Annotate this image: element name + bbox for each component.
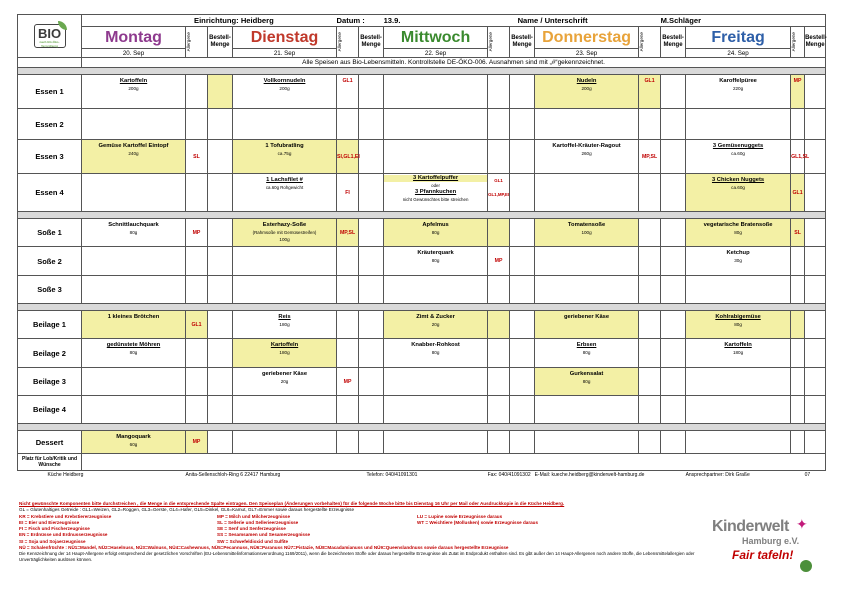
allergene-label: Allergene <box>488 32 494 52</box>
legend-nuts: NÜ = Schalenfrüchte : NÜ1=Mandel, NÜ2=Haselnuss, NÜ3=Walnuss, NÜ4=Cashewnuss, NÜ5=Pecannuss, NÜ6=Paranuss NÜ7=Pistazie, NÜ8=Macadamianuss und NÜ9=Queenslandnuss sowie daraus hergestellte Erzeugnisse <box>19 545 509 551</box>
row-beilage1 <box>18 311 826 339</box>
amount: 180g <box>732 350 744 355</box>
order-field[interactable] <box>208 75 233 109</box>
order-field[interactable] <box>359 339 384 368</box>
dish: Nudeln <box>576 78 597 84</box>
allergen: GL1 <box>186 311 208 339</box>
bio-logo-text: BIO <box>37 26 62 41</box>
dish: Kohlrabigemüse <box>715 314 761 320</box>
allergen: GL1 <box>791 174 805 212</box>
contact-row <box>18 471 826 479</box>
legend-item: EN = Erdnüsse und Erdnusserzeugnisse <box>19 532 108 538</box>
name-value: M.Schläger <box>661 15 826 27</box>
order-field[interactable] <box>510 75 535 109</box>
contact-email: E-Mail: kueche.heidberg@kinderwelt-hamburg.de <box>535 471 686 479</box>
order-field[interactable] <box>208 174 233 212</box>
amount: 200g <box>128 86 139 91</box>
order-field[interactable] <box>661 368 686 396</box>
legend-item: SW = Schwefeldioxid und Sulfite <box>217 538 289 544</box>
allergen: SI,GL1,EI <box>337 140 359 174</box>
row-feedback <box>18 454 826 471</box>
amount: ca.60g <box>731 185 745 190</box>
allergen: MP <box>488 247 510 276</box>
order-field[interactable] <box>359 219 384 247</box>
dish: Mangoquark <box>116 434 151 440</box>
date-monday: 20. Sep <box>82 49 186 58</box>
allergen: GL1 <box>494 178 503 183</box>
day-monday: Montag <box>105 28 162 46</box>
order-field[interactable] <box>208 311 233 339</box>
dish: vegetarische Bratensoße <box>703 222 773 228</box>
row-label: Essen 2 <box>18 109 82 140</box>
order-field[interactable] <box>805 247 826 276</box>
order-field[interactable] <box>208 396 233 424</box>
allergene-label: Allergene <box>337 32 343 52</box>
contact-phone: Telefon: 040/41091301 <box>359 471 488 479</box>
order-field[interactable] <box>359 109 384 140</box>
legend-gl: GL = Glutenhaltiges Getreide : GL1=Weizen, GL2=Roggen, GL3=Gerste, GL4=Hafer, GL5=Dinkel, GL6=Kamut, GL7=Emmer sowie daraus hergestellte Erzeugnisse <box>19 507 355 513</box>
brand-name: Kinderwelt <box>712 518 789 535</box>
allergen: SL <box>186 140 208 174</box>
day-thursday: Donnerstag <box>542 28 632 46</box>
dish: Esterhazy-Soße <box>262 222 307 228</box>
bestell-label: Bestell-Menge <box>510 27 535 58</box>
legend-item: SS = Sesamsamen und Sesamerzeugnisse <box>217 532 311 538</box>
row-label: Beilage 4 <box>18 396 82 424</box>
order-field[interactable] <box>510 109 535 140</box>
order-field[interactable] <box>208 219 233 247</box>
row-label: Beilage 1 <box>18 311 82 339</box>
row-beilage4 <box>18 396 826 424</box>
order-field[interactable] <box>805 368 826 396</box>
order-field[interactable] <box>510 368 535 396</box>
amount: 80g <box>129 350 138 355</box>
amount: 20g <box>280 379 289 384</box>
dish: Reis <box>278 314 291 320</box>
order-field[interactable] <box>510 219 535 247</box>
legend-item: EI = Eier und Eierzeugnisse <box>19 519 80 525</box>
date-row <box>18 49 826 58</box>
dish: gedünstete Möhren <box>106 342 161 348</box>
feedback-field[interactable] <box>82 454 826 471</box>
dish: Knabber-Rohkost <box>411 342 460 348</box>
datum-value: 13.9. <box>384 15 488 27</box>
einrichtung-label: Einrichtung: Heidberg <box>82 15 337 27</box>
dish: 3 Chicken Nuggets <box>711 177 765 183</box>
dish: Zimt & Zucker <box>416 314 455 320</box>
dish: Kartoffeln <box>119 78 148 84</box>
allergen: MP <box>186 219 208 247</box>
order-field[interactable] <box>661 247 686 276</box>
allergen: FI <box>337 174 359 212</box>
datum-label: Datum : <box>337 15 384 27</box>
order-field[interactable] <box>208 140 233 174</box>
order-field[interactable] <box>661 311 686 339</box>
dish: Schnittlauchquark <box>108 222 159 228</box>
amount: 180g <box>279 350 290 355</box>
bestell-label: Bestell-Menge <box>359 27 384 58</box>
amount: 80g <box>431 350 440 355</box>
allergen: MP,SL <box>639 140 661 174</box>
bio-note: Alle Speisen aus Bio-Lebensmitteln. Kontrollstelle DE-ÖKO-006. Ausnahmen sind mit „#“gekennzeichnet. <box>82 58 826 68</box>
bestell-label: Bestell-Menge <box>805 27 826 58</box>
row-label: Beilage 3 <box>18 368 82 396</box>
order-field[interactable] <box>661 174 686 212</box>
name-label: Name / Unterschrift <box>488 15 661 27</box>
row-label: Soße 1 <box>18 219 82 247</box>
instructions: Nicht gewünschte Komponenten bitte durchstreichen , die Menge in die entsprechende Spalte eintragen. Den Speiseplan (Änderungen vorbehalten) für die folgende Woche bitte bis Dienstag 16 Uhr per Mail oder Ausdruckkopie in die Küche Heidberg. <box>19 501 565 506</box>
order-field[interactable] <box>661 431 686 454</box>
order-field[interactable] <box>661 276 686 304</box>
amount: 80g <box>431 258 440 263</box>
amount: 220g <box>732 86 744 91</box>
allergene-label: Allergene <box>639 32 645 52</box>
order-field[interactable] <box>359 311 384 339</box>
row-sosse2 <box>18 247 826 276</box>
dish: Karoffelpüree <box>719 78 757 84</box>
dish: Gemüse Kartoffel Eintopf <box>98 143 169 149</box>
order-field[interactable] <box>208 368 233 396</box>
row-label: Soße 3 <box>18 276 82 304</box>
legend-footnote: Die Kennzeichnung der 14 Haupt-Allergene erfolgt entsprechend der gesetzlichen Vorschriften (EU-Lebensmittelinformationsverordnung 1169/2011), wenn die bezeichneten Stoffe oder daraus hergestellte Erzeugnisse als Zutat im Endprodukt enthalten sind. Es gibt außer den 14 Haupt-Allergenen noch andere Stoffe, die Lebensmittelallergien oder Unverträglichkeiten auslösen können. <box>19 551 695 563</box>
menu-sheet <box>17 14 825 478</box>
amount: 80g <box>582 350 591 355</box>
amount: 100g <box>279 237 290 242</box>
contact-address: Anita-Sellenschloh-Ring 6 22417 Hamburg <box>186 471 359 479</box>
row-sosse1 <box>18 219 826 247</box>
allergen: GL1,SL <box>791 140 805 174</box>
date-tuesday: 21. Sep <box>233 49 337 58</box>
amount: ca.75g <box>277 151 292 156</box>
header-row <box>18 15 826 27</box>
dish-oder: oder <box>431 183 440 188</box>
allergene-label: Allergene <box>186 32 191 52</box>
date-thursday: 23. Sep <box>535 49 639 58</box>
bio-logo <box>34 24 66 48</box>
order-field[interactable] <box>510 174 535 212</box>
order-field[interactable] <box>805 311 826 339</box>
brand-city: Hamburg e.V. <box>742 536 800 546</box>
date-friday: 24. Sep <box>686 49 791 58</box>
dish-note: (Rahmsoße mit Gemüsestreifen) <box>252 230 317 235</box>
feedback-label: Platz für Lob/Kritik und Wünsche <box>18 454 82 471</box>
legend-item: SI = Soja und Sojaerzeugnisse <box>19 538 86 544</box>
row-label: Soße 2 <box>18 247 82 276</box>
dish: 3 Gemüsenuggets <box>712 143 764 149</box>
order-field[interactable] <box>208 339 233 368</box>
legend-item: MP = Milch und Milcherzeugnisse <box>217 513 291 519</box>
order-field[interactable] <box>510 311 535 339</box>
order-field[interactable] <box>661 109 686 140</box>
allergen: MP <box>791 75 805 109</box>
order-field[interactable] <box>510 339 535 368</box>
dish: Kartoffeln <box>270 342 299 348</box>
order-field[interactable] <box>510 431 535 454</box>
order-field[interactable] <box>208 109 233 140</box>
allergen: GL1 <box>639 75 661 109</box>
amount: 100g <box>581 230 592 235</box>
amount: 80g <box>734 230 742 235</box>
allergen: MP <box>186 431 208 454</box>
order-field[interactable] <box>661 219 686 247</box>
seal-icon <box>800 560 812 572</box>
row-essen1 <box>18 75 826 109</box>
order-field[interactable] <box>510 140 535 174</box>
order-field[interactable] <box>661 396 686 424</box>
row-essen3 <box>18 140 826 174</box>
legend-item: WT = Weichtiere (Mollusken) sowie Erzeugnisse daraus <box>417 519 539 525</box>
row-beilage3 <box>18 368 826 396</box>
brand-slogan: Fair tafeln! <box>732 548 794 562</box>
amount: 200g <box>279 86 290 91</box>
order-field[interactable] <box>805 174 826 212</box>
amount: 60g <box>129 442 138 447</box>
legend-item: SE = Senf und Senferzeugnisse <box>217 526 286 532</box>
amount: 20g <box>431 322 440 327</box>
order-field[interactable] <box>359 396 384 424</box>
amount: 240g <box>128 151 139 156</box>
contact-fax: Fax: 040/41091302 <box>488 471 535 479</box>
order-field[interactable] <box>661 140 686 174</box>
day-tuesday: Dienstag <box>250 28 319 46</box>
order-field[interactable] <box>805 219 826 247</box>
order-field[interactable] <box>805 109 826 140</box>
order-field[interactable] <box>510 247 535 276</box>
amount: 80g <box>129 230 138 235</box>
order-field[interactable] <box>510 276 535 304</box>
row-dessert <box>18 431 826 454</box>
dish: Ketchup <box>726 250 750 256</box>
dish: 1 Lachsfilet # <box>266 177 303 183</box>
order-field[interactable] <box>208 431 233 454</box>
amount: 180g <box>279 322 290 327</box>
amount: 80g <box>582 379 591 384</box>
day-friday: Freitag <box>711 28 765 46</box>
row-label: Beilage 2 <box>18 339 82 368</box>
day-wednesday: Mittwoch <box>400 28 471 46</box>
dancing-figure-icon: ✦ <box>796 516 808 532</box>
amount: ca.60g Rohgewicht <box>265 185 304 190</box>
allergen: GL1,MP,EI <box>488 192 510 197</box>
order-field[interactable] <box>359 247 384 276</box>
order-field[interactable] <box>359 174 384 212</box>
dish-option-b: 3 Pfannkuchen <box>414 189 457 195</box>
dish: Tomatensoße <box>567 222 606 228</box>
amount: 80g <box>431 230 440 235</box>
order-field[interactable] <box>805 431 826 454</box>
row-essen4 <box>18 174 826 212</box>
dish: Apfelmus <box>422 222 449 228</box>
dish: Kartoffeln <box>724 342 752 348</box>
row-sosse3 <box>18 276 826 304</box>
contact-name: Küche Heidberg <box>18 471 186 479</box>
kinderwelt-logo <box>712 516 827 578</box>
bio-logo-cell <box>18 15 82 58</box>
row-label: Dessert <box>18 431 82 454</box>
order-field[interactable] <box>805 396 826 424</box>
contact-partner: Ansprechpartner: Dirk Graße <box>686 471 805 479</box>
dish: 1 kleines Brötchen <box>107 314 160 320</box>
row-label: Essen 1 <box>18 75 82 109</box>
allergen: MP,SL <box>337 219 359 247</box>
row-label: Essen 4 <box>18 174 82 212</box>
allergen: SL <box>791 219 805 247</box>
allergen-legend <box>19 501 709 563</box>
dish: Gurkensalat <box>569 371 604 377</box>
menu-table <box>17 14 826 478</box>
row-label: Essen 3 <box>18 140 82 174</box>
legend-item: FI = Fisch und Fischerzeugnisse <box>19 526 90 532</box>
order-field[interactable] <box>661 339 686 368</box>
day-row <box>18 27 826 49</box>
amount: ca.60g <box>731 151 745 156</box>
dish: Kartoffel-Kräuter-Ragout <box>552 143 621 149</box>
legend-item: KR = Krebstiere und Krebstiererzeugnisse <box>19 513 112 519</box>
allergen: MP <box>337 368 359 396</box>
legend-item: SL = Sellerie und Sellerieerzeugnisse <box>217 519 299 525</box>
order-field[interactable] <box>208 276 233 304</box>
dish: Vollkornnudeln <box>263 78 306 84</box>
allergen: GL1 <box>337 75 359 109</box>
allergene-label: Allergene <box>791 32 797 52</box>
contact-code: 07 <box>805 471 826 479</box>
amount: 260g <box>581 151 592 156</box>
order-field[interactable] <box>359 140 384 174</box>
dish-note: nicht Gewünschtes bitte streichen <box>402 197 469 202</box>
dish: Kräuterquark <box>417 250 454 256</box>
dish-option-a: 3 Kartoffelpuffer <box>384 175 487 182</box>
amount: 200g <box>581 86 592 91</box>
order-field[interactable] <box>805 339 826 368</box>
order-field[interactable] <box>359 368 384 396</box>
amount: 30g <box>734 258 742 263</box>
date-wednesday: 22. Sep <box>384 49 488 58</box>
order-field[interactable] <box>359 431 384 454</box>
bestell-label: Bestell-Menge <box>208 27 233 58</box>
order-field[interactable] <box>359 276 384 304</box>
legend-item: LU = Lupine sowie Erzeugnisse daraus <box>417 513 503 519</box>
order-field[interactable] <box>661 75 686 109</box>
bestell-label: Bestell-Menge <box>661 27 686 58</box>
order-field[interactable] <box>359 75 384 109</box>
order-field[interactable] <box>805 276 826 304</box>
dish: geriebener Käse <box>261 371 308 377</box>
order-field[interactable] <box>510 396 535 424</box>
amount: 80g <box>734 322 742 327</box>
dish: geriebener Käse <box>564 314 610 320</box>
order-field[interactable] <box>208 247 233 276</box>
dish: Erbsen <box>576 342 597 348</box>
bio-logo-sub: nach EG-Öko-Verordnung <box>39 40 60 48</box>
row-essen2 <box>18 109 826 140</box>
dish: 1 Tofubratling <box>265 143 304 149</box>
row-beilage2 <box>18 339 826 368</box>
order-field[interactable] <box>805 75 826 109</box>
